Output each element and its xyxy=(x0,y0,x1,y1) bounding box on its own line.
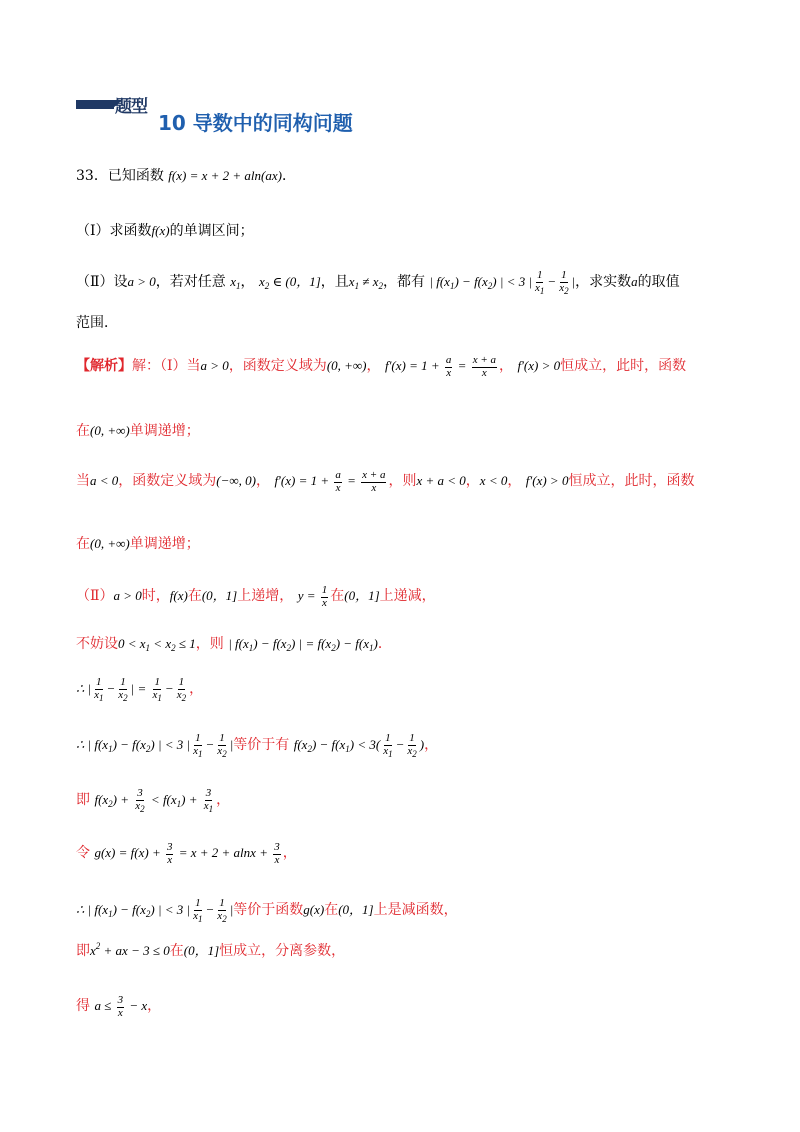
problem-number: 33． xyxy=(76,168,108,184)
solution-line-13: 得 a ≤ $\frac{3}{x}$ − x， xyxy=(76,994,162,1019)
solution-line-8: ∴ | $f(x_1) - f(x_2)$ | < 3 | $\frac{1}{x_1}$ − $\frac{1}{x_2}$ |等价于有 $f(x_2) - f(x_1) < 3$( $\frac{1}{x_1}$ − $\frac{1}{x_2}$ )， xyxy=(76,732,439,759)
solution-line-4: 在(0, +∞)单调递增； xyxy=(76,536,200,552)
solution-line-12: 即$x^2$ + ax − 3 ≤ 0在(0，1]恒成立，分离参数， xyxy=(76,941,346,959)
problem-part2-cont: 范围． xyxy=(76,315,118,331)
solution-line-9: 即 $f(x_2)$ + $\frac{3}{x_2}$ < $f(x_1)$ + $\frac{3}{x_1}$ ， xyxy=(76,787,231,814)
solution-line-5: （Ⅱ）a > 0时，f(x)在(0，1]上递增， y = $\frac{1}{x}$ 在(0，1]上递减， xyxy=(76,584,436,609)
math-fx-def: f(x) = x + 2 + aln(ax) xyxy=(168,168,282,183)
section-title: 10 导数中的同构问题 xyxy=(158,111,353,135)
solution-line-11: ∴ | $f(x_1) - f(x_2)$ | < 3 | $\frac{1}{x_1}$ − $\frac{1}{x_2}$ |等价于函数g(x)在(0，1]上是减函数， xyxy=(76,897,458,924)
solution-line-2: 在(0, +∞)单调递增； xyxy=(76,423,200,439)
solution-line-3: 当a < 0，函数定义域为(−∞, 0)， f′(x) = 1 + $\frac{a}{x}$ = $\frac{x + a}{x}$ ，则x + a < 0，x < 0， f′(x) > 0恒成立，此时，函数 xyxy=(76,469,695,494)
problem-part1: （Ⅰ）求函数f(x)的单调区间； xyxy=(76,223,254,239)
solution-line-1: 【解析】解：（Ⅰ）当a > 0，函数定义域为(0, +∞)， f′(x) = 1 + $\frac{a}{x}$ = $\frac{x + a}{x}$ ， f′(x) > 0恒成立，此时，函数 xyxy=(76,354,687,379)
header-decor-bar xyxy=(76,100,114,109)
solution-label: 【解析】 xyxy=(76,358,132,375)
header-tag: 题型 xyxy=(115,97,147,117)
problem-statement: 33．已知函数 f(x) = x + 2 + aln(ax)． xyxy=(76,168,296,184)
problem-part2: （Ⅱ）设a > 0，若对任意 $x_1$， $x_2$ ∈ (0，1]，且$x_1 \ne x_2$，都有 | $f(x_1) - f(x_2)$ | < 3 | $\frac{1}{x_1}$ − $\frac{1}{x_2}$ |，求实数a的取值 xyxy=(76,269,680,296)
solution-line-7: ∴ | $\frac{1}{x_1}$ − $\frac{1}{x_2}$ | = $\frac{1}{x_1}$ − $\frac{1}{x_2}$ ， xyxy=(76,676,204,703)
solution-line-6: 不妨设$0 < x_1 < x_2 \le 1$，则 | $f(x_1) - f(x_2)$ | = $f(x_2) - f(x_1)$． xyxy=(76,636,392,653)
solution-line-10: 令 g(x) = f(x) + $\frac{3}{x}$ = x + 2 + alnx + $\frac{3}{x}$ ， xyxy=(76,841,297,866)
